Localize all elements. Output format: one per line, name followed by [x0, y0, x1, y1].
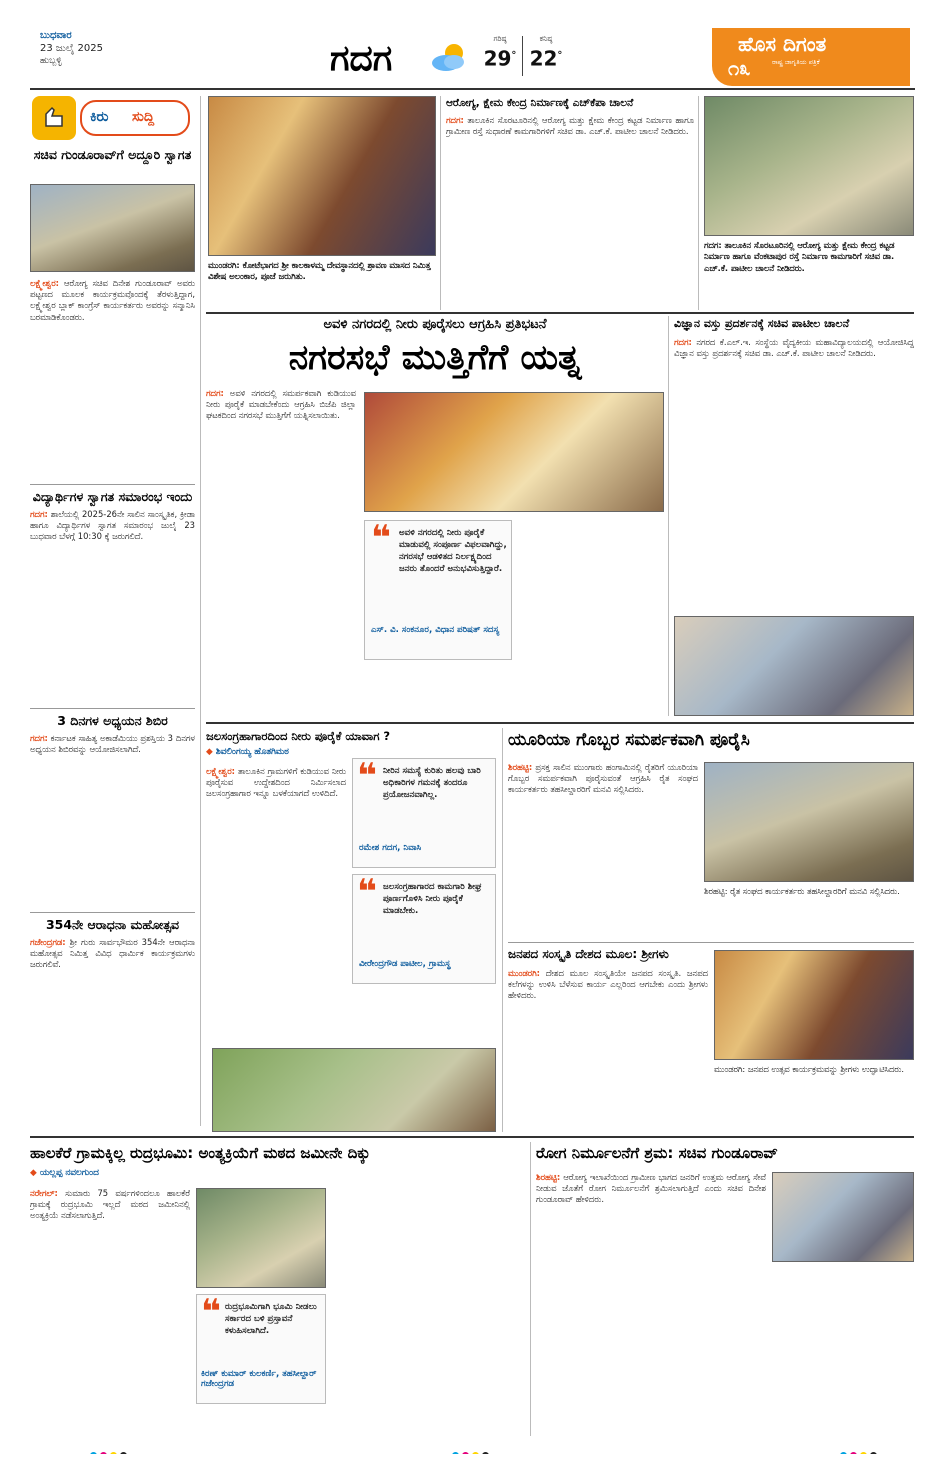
health-text — [536, 1172, 766, 1438]
brief-3-body: ಕರ್ನಾಟಕ ಸಾಹಿತ್ಯ ಅಕಾಡೆಮಿಯು ಪ್ರಶಸ್ತಿಯ 3 ದಿನಗಳ ಅಧ್ಯಯನ ಶಿಬಿರವನ್ನು ಆಯೋಜಿಸಲಾಗಿದೆ. — [30, 733, 195, 755]
lead-kicker: ಅವಳಿ ನಗರದಲ್ಲಿ ನೀರು ಪೂರೈಸಲು ಆಗ್ರಹಿಸಿ ಪ್ರತಿಭಟನೆ — [323, 317, 547, 332]
dam-body: ತಾಲೂಕಿನ ಗ್ರಾಮಗಳಿಗೆ ಕುಡಿಯುವ ನೀರು ಪೂರೈಸುವ ಉದ್ದೇಶದಿಂದ ನಿರ್ಮಿಸಲಾದ ಜಲಸಂಗ್ರಹಾಗಾರ ಇನ್ನೂ ಬಳಕೆಯಾಗದೆ ಉಳಿದಿದೆ. — [206, 766, 346, 799]
brief-4-title: 354ನೇ ಆರಾಧನಾ ಮಹೋತ್ಸವ — [45, 917, 180, 932]
header-date: 23 ಜುಲೈ 2025 — [40, 43, 103, 54]
brief-1-dateline: ಲಕ್ಷ್ಮೇಶ್ವರ: — [30, 278, 59, 288]
brief-1-body: ಆರೋಗ್ಯ ಸಚಿವ ದಿನೇಶ ಗುಂಡೂರಾವ್ ಅವರು ಪಟ್ಟಣದ ಮೂಲಕ ಕಾರ್ಯಕ್ರಮವೊಂದಕ್ಕೆ ತೆರಳುತ್ತಿದ್ದಾಗ, ಲಕ್ಷ್ಮೇಶ್ವರ ಬ್ಲಾಕ್ ಕಾಂಗ್ರೆಸ್ ಕಾರ್ಯಕರ್ತರು ಅವರನ್ನು ಸನ್ಮಾನಿಸಿ ಬರಮಾಡಿಕೊಂಡರು. — [30, 278, 195, 322]
column-rule — [668, 316, 669, 716]
registration-dot-icon — [452, 1452, 459, 1454]
culture-photo — [714, 950, 914, 1060]
dam-quote-1-text: ನೀರಿನ ಸಮಸ್ಯೆ ಕುರಿತು ಹಲವು ಬಾರಿ ಅಧಿಕಾರಿಗಳ ಗಮನಕ್ಕೆ ತಂದರೂ ಪ್ರಯೋಜನವಾಗಿಲ್ಲ. — [383, 766, 481, 800]
brief-3-title: 3 ದಿನಗಳ ಅಧ್ಯಯನ ಶಿಬಿರ — [57, 713, 168, 728]
dam-quote-2-author: ವೀರೇಂದ್ರಗೌಡ ಪಾಟೀಲ, ಗ್ರಾಮಸ್ಥ — [359, 959, 451, 969]
kirusuddi-b: ಸುದ್ದಿ — [132, 109, 155, 125]
registration-dot-icon — [870, 1452, 877, 1454]
brand-name: ಹೊಸ ದಿಗಂತ — [738, 32, 827, 56]
header-city: ಗದಗ — [330, 38, 393, 79]
registration-dot-icon — [482, 1452, 489, 1454]
health-dateline: ಶಿರಹಟ್ಟಿ: — [536, 1172, 561, 1182]
lead-body: ಅವಳಿ ನಗರದಲ್ಲಿ ಸಮರ್ಪಕವಾಗಿ ಕುಡಿಯುವ ನೀರು ಪೂರೈಕೆ ಮಾಡಬೇಕೆಂದು ಆಗ್ರಹಿಸಿ ಬಿಜೆಪಿ ಜಿಲ್ಲಾ ಘಟಕದಿಂದ ನಗರಸಭೆ ಮುತ್ತಿಗೆಗೆ ಯತ್ನಿಸಲಾಯಿತು. — [206, 388, 356, 421]
brief-2 — [30, 488, 195, 688]
weather-icon — [428, 40, 470, 74]
expo-dateline: ಗದಗ: — [674, 337, 692, 347]
column-rule — [200, 96, 201, 1126]
brief-divider — [30, 708, 195, 709]
urea-body: ಪ್ರಸಕ್ತ ಸಾಲಿನ ಮುಂಗಾರು ಹಂಗಾಮಿನಲ್ಲಿ ರೈತರಿಗೆ ಯೂರಿಯಾ ಗೊಬ್ಬರ ಸಮರ್ಪಕವಾಗಿ ಪೂರೈಸುವಂತೆ ಆಗ್ರಹಿಸಿ ರೈತ ಸಂಘದ ಕಾರ್ಯಕರ್ತರು ತಹಸೀಲ್ದಾರರಿಗೆ ಮನವಿ ಸಲ್ಲಿಸಿದರು. — [508, 762, 698, 795]
header-day: ಬುಧವಾರ — [40, 30, 72, 41]
brief-3 — [30, 712, 195, 908]
column-rule — [440, 96, 441, 310]
temp-max — [480, 34, 520, 80]
cremation-quote-text: ರುದ್ರಭೂಮಿಗಾಗಿ ಭೂಮಿ ನೀಡಲು ಸರ್ಕಾರದ ಬಳಿ ಪ್ರಸ್ತಾವನೆ ಕಳುಹಿಸಲಾಗಿದೆ. — [225, 1302, 317, 1336]
column-rule — [698, 96, 699, 310]
hk-story-dateline: ಗದಗ: — [446, 115, 464, 125]
health-title: ರೋಗ ನಿರ್ಮೂಲನೆಗೆ ಶ್ರಮ: ಸಚಿವ ಗುಂಡೂರಾವ್ — [536, 1144, 778, 1162]
brief-divider — [30, 912, 195, 913]
culture-title: ಜನಪದ ಸಂಸ್ಕೃತಿ ದೇಶದ ಮೂಲ: ಶ್ರೀಗಳು — [508, 947, 669, 961]
lead-quote-author: ಎಸ್. ವಿ. ಸಂಕನೂರ, ವಿಧಾನ ಪರಿಷತ್ ಸದಸ್ಯ — [371, 625, 500, 635]
registration-dot-icon — [472, 1452, 479, 1454]
footer-color-marks-right — [840, 1444, 890, 1454]
temple-photo-caption: ಮುಂಡರಗಿ: ಕೋಟೆಭಾಗದ ಶ್ರೀ ಕಾಲಕಾಳಮ್ಮ ದೇವಸ್ಥಾನದಲ್ಲಿ ಶ್ರಾವಣ ಮಾಸದ ನಿಮಿತ್ತ ವಿಶೇಷ ಅಲಂಕಾರ, ಪೂಜೆ ಜರುಗಿತು. — [208, 260, 431, 282]
dam-quote-2-text: ಜಲಸಂಗ್ರಹಾಗಾರದ ಕಾಮಗಾರಿ ಶೀಘ್ರ ಪೂರ್ಣಗೊಳಿಸಿ ನೀರು ಪೂರೈಕೆ ಮಾಡಬೇಕು. — [383, 882, 482, 916]
registration-dot-icon — [462, 1452, 469, 1454]
brief-1-text — [30, 278, 195, 486]
cremation-byline — [30, 1168, 526, 1178]
urea-text — [508, 762, 698, 934]
byline-marker-icon: ◆ — [30, 1168, 37, 1178]
section-rule — [206, 312, 914, 314]
registration-dot-icon — [110, 1452, 117, 1454]
kirusuddi-a: ಕಿರು — [90, 109, 109, 125]
brand-tagline: ರಾಷ್ಟ್ರ ಜಾಗೃತಿಯ ಪತ್ರಿಕೆ — [772, 58, 820, 66]
date-block — [40, 30, 190, 80]
cremation-body: ಸುಮಾರು 75 ವರ್ಷಗಳಿಂದಲೂ ಹಾಲಕೆರೆ ಗ್ರಾಮಕ್ಕೆ ರುದ್ರಭೂಮಿ ಇಲ್ಲದೆ ಮಠದ ಜಮೀನಿನಲ್ಲಿ ಅಂತ್ಯಕ್ರಿಯೆ ನಡೆಸಲಾಗುತ್ತಿದೆ. — [30, 1188, 190, 1221]
cremation-text — [30, 1188, 190, 1438]
quote-mark-icon: ❝ — [357, 756, 377, 796]
health-photo — [772, 1172, 914, 1262]
hk-event-caption: ಗದಗ: ತಾಲೂಕಿನ ಸೊರಟೂರಿನಲ್ಲಿ ಆರೋಗ್ಯ ಮತ್ತು ಕ್ಷೇಮ ಕೇಂದ್ರ ಕಟ್ಟಡ ನಿರ್ಮಾಣ ಹಾಗೂ ವೆಂಕಟಾಪುರ ರಸ್ತೆ ನಿರ್ಮಾಣ ಕಾಮಗಾರಿಗೆ ಸಚಿವ ಡಾ. ಎಚ್.ಕೆ. ಪಾಟೀಲ ಚಾಲನೆ ನೀಡಿದರು. — [704, 240, 895, 273]
dam-quote-1 — [352, 758, 496, 868]
brief-2-body: ಶಾಲೆಯಲ್ಲಿ 2025-26ನೇ ಸಾಲಿನ ಸಾಂಸ್ಕೃತಿಕ, ಕ್ರೀಡಾ ಹಾಗೂ ವಿದ್ಯಾರ್ಥಿಗಳ ಸ್ವಾಗತ ಸಮಾರಂಭ ಜುಲೈ 23 ಬುಧವಾರ ಬೆಳಗ್ಗೆ 10:30 ಕ್ಕೆ ಜರುಗಲಿದೆ. — [30, 509, 195, 542]
urea-photo — [704, 762, 914, 882]
expo-text — [674, 337, 914, 359]
cremation-dateline: ನರೇಗಲ್: — [30, 1188, 58, 1198]
cremation-title: ಹಾಲಕೆರೆ ಗ್ರಾಮಕ್ಕಿಲ್ಲ ರುದ್ರಭೂಮಿ: ಅಂತ್ಯಕ್ರಿಯೆಗೆ ಮಠದ ಜಮೀನೇ ದಿಕ್ಕು — [30, 1144, 371, 1162]
brief-4-body: ಶ್ರೀ ಗುರು ಸಾರ್ವಭೌಮರ 354ನೇ ಆರಾಧನಾ ಮಹೋತ್ಸವ ನಿಮಿತ್ತ ವಿವಿಧ ಧಾರ್ಮಿಕ ಕಾರ್ಯಕ್ರಮಗಳು ಜರುಗಲಿವೆ. — [30, 937, 195, 970]
min-temp: 22 — [529, 46, 558, 71]
column-rule — [530, 1142, 531, 1436]
registration-dot-icon — [100, 1452, 107, 1454]
urea-caption: ಶಿರಹಟ್ಟಿ: ರೈತ ಸಂಘದ ಕಾರ್ಯಕರ್ತರು ತಹಸೀಲ್ದಾರರಿಗೆ ಮನವಿ ಸಲ್ಲಿಸಿದರು. — [704, 886, 900, 896]
page-number: ೧೩ — [728, 56, 751, 80]
expo-title: ವಿಜ್ಞಾನ ವಸ್ತು ಪ್ರದರ್ಶನಕ್ಕೆ ಸಚಿವ ಪಾಟೀಲ ಚಾಲನೆ — [674, 317, 850, 330]
urea-dateline: ಶಿರಹಟ್ಟಿ: — [508, 762, 533, 772]
cremation-story — [30, 1142, 526, 1440]
brief-3-text — [30, 733, 195, 755]
cremation-quote-box — [196, 1294, 326, 1404]
health-body: ಆರೋಗ್ಯ ಇಲಾಖೆಯಿಂದ ಗ್ರಾಮೀಣ ಭಾಗದ ಜನರಿಗೆ ಉತ್ತಮ ಆರೋಗ್ಯ ಸೇವೆ ನೀಡುವ ಜೊತೆಗೆ ರೋಗ ನಿರ್ಮೂಲನೆಗೆ ಶ್ರಮಿಸಲಾಗುತ್ತಿದೆ ಎಂದು ಸಚಿವ ದಿನೇಶ ಗುಂಡೂರಾವ್ ಹೇಳಿದರು. — [536, 1172, 766, 1205]
hk-story-body: ತಾಲೂಕಿನ ಸೊರಟೂರಿನಲ್ಲಿ ಆರೋಗ್ಯ ಮತ್ತು ಕ್ಷೇಮ ಕೇಂದ್ರ ಕಟ್ಟಡ ನಿರ್ಮಾಣ ಹಾಗೂ ಗ್ರಾಮೀಣ ರಸ್ತೆ ಸುಧಾರಣೆ ಕಾಮಗಾರಿಗಳಿಗೆ ಸಚಿವ ಡಾ. ಎಚ್.ಕೆ. ಪಾಟೀಲ ಚಾಲನೆ ನೀಡಿದರು. — [446, 115, 694, 137]
urea-title: ಯೂರಿಯಾ ಗೊಬ್ಬರ ಸಮರ್ಪಕವಾಗಿ ಪೂರೈಸಿ — [508, 730, 750, 750]
registration-dot-icon — [90, 1452, 97, 1454]
quote-mark-icon: ❝ — [371, 518, 391, 558]
dam-byline-text: ಶಿವಲಿಂಗಯ್ಯ ಹೊತಗಿಮಠ — [215, 747, 289, 757]
lead-dateline: ಗದಗ: — [206, 388, 224, 398]
culture-story — [508, 946, 914, 1132]
brief-1 — [30, 146, 195, 486]
brief-2-text — [30, 509, 195, 543]
max-label: ಗರಿಷ್ಠ — [493, 34, 507, 43]
expo-photo — [674, 616, 914, 716]
lead-text — [206, 388, 356, 714]
brief-3-dateline: ಗದಗ: — [30, 733, 48, 743]
quote-mark-icon: ❝ — [201, 1292, 221, 1332]
kirusuddi-badge — [32, 96, 192, 140]
protest-photo — [364, 392, 664, 512]
min-label: ಕನಿಷ್ಠ — [539, 34, 553, 43]
section-rule — [206, 722, 914, 724]
brief-divider — [30, 484, 195, 485]
column-rule — [502, 728, 503, 1132]
dam-dateline: ಲಕ್ಷ್ಮೇಶ್ವರ: — [206, 766, 235, 776]
header-place: ಹುಬ್ಬಳ್ಳಿ — [40, 56, 62, 66]
cremation-byline-text: ಯಲ್ಲಪ್ಪ ನವಲಗುಂದ — [39, 1168, 99, 1178]
footer-color-marks-left — [90, 1444, 140, 1454]
health-story — [536, 1142, 914, 1440]
brief-4 — [30, 916, 195, 1126]
quote-mark-icon: ❝ — [357, 872, 377, 912]
registration-dot-icon — [860, 1452, 867, 1454]
dam-text — [206, 766, 346, 1036]
brief-4-dateline: ಗಜೇಂದ್ರಗಡ: — [30, 937, 66, 947]
min-deg: ° — [557, 50, 563, 61]
culture-dateline: ಮುಂಡರಗಿ: — [508, 968, 541, 978]
finger-pointing-icon — [32, 96, 76, 140]
hk-event-photo — [704, 96, 914, 236]
expo-story — [674, 316, 914, 716]
lead-quote-box — [364, 520, 512, 660]
temp-divider — [522, 36, 523, 76]
header-rule — [30, 88, 915, 90]
cremation-quote-author: ಕಿರಣ್ ಕುಮಾರ್ ಕುಲಕರ್ಣಿ, ತಹಸೀಲ್ದಾರ್ ಗಜೇಂದ್ರಗಡ — [201, 1369, 317, 1389]
brief-2-dateline: ಗದಗ: — [30, 509, 48, 519]
brief-2-title: ವಿದ್ಯಾರ್ಥಿಗಳ ಸ್ವಾಗತ ಸಮಾರಂಭ ಇಂದು — [32, 489, 193, 504]
lead-quote-text: ಅವಳಿ ನಗರದಲ್ಲಿ ನೀರು ಪೂರೈಕೆ ಮಾಡುವಲ್ಲಿ ಸಂಪೂರ್ಣ ವಿಫಲವಾಗಿದ್ದು, ನಗರಸಭೆ ಆಡಳಿತದ ನಿರ್ಲಕ್ಷ್ಯದಿಂದ ಜನರು ತೊಂದರೆ ಅನುಭವಿಸುತ್ತಿದ್ದಾರೆ. — [399, 528, 507, 574]
brief-1-title: ಸಚಿವ ಗುಂಡೂರಾವ್‌ಗೆ ಅದ್ದೂರಿ ಸ್ವಾಗತ — [33, 147, 192, 162]
dam-photo — [212, 1048, 496, 1132]
registration-dot-icon — [850, 1452, 857, 1454]
dam-quote-2 — [352, 874, 496, 984]
dam-byline — [206, 747, 496, 757]
hk-story-title: ಆರೋಗ್ಯ, ಕ್ಷೇಮ ಕೇಂದ್ರ ನಿರ್ಮಾಣಕ್ಕೆ ಎಚ್‌ಕೆಪಾ ಚಾಲನೆ — [446, 97, 634, 109]
temple-photo — [208, 96, 436, 256]
registration-dot-icon — [840, 1452, 847, 1454]
brief-4-text — [30, 937, 195, 971]
expo-body: ನಗರದ ಕೆ.ಎಲ್.ಇ. ಸಂಸ್ಥೆಯ ವೈದ್ಯಕೀಯ ಮಹಾವಿದ್ಯಾಲಯದಲ್ಲಿ ಆಯೋಜಿಸಿದ್ದ ವಿಜ್ಞಾನ ವಸ್ತು ಪ್ರದರ್ಶನಕ್ಕೆ ಸಚಿವ ಡಾ. ಎಚ್.ಕೆ. ಪಾಟೀಲ ಚಾಲನೆ ನೀಡಿದರು. — [674, 337, 914, 359]
brand-logo — [712, 28, 910, 86]
cremation-photo — [196, 1188, 326, 1288]
section-rule — [30, 1136, 914, 1138]
dam-title: ಜಲಸಂಗ್ರಹಾಗಾರದಿಂದ ನೀರು ಪೂರೈಕೆ ಯಾವಾಗ ? — [206, 729, 391, 743]
registration-dot-icon — [120, 1452, 127, 1454]
temp-min — [526, 34, 566, 80]
dam-quote-1-author: ರಮೇಶ ಗದಗ, ನಿವಾಸಿ — [359, 843, 422, 853]
hk-story-text — [446, 115, 694, 137]
section-rule — [508, 942, 914, 943]
culture-text — [508, 968, 708, 1130]
kirusuddi-label — [80, 100, 190, 136]
culture-body: ದೇಶದ ಮೂಲ ಸಂಸ್ಕೃತಿಯೇ ಜನಪದ ಸಂಸ್ಕೃತಿ. ಜನಪದ ಕಲೆಗಳನ್ನು ಉಳಿಸಿ ಬೆಳೆಸುವ ಕಾರ್ಯ ಎಲ್ಲರಿಂದ ಆಗಬೇಕು ಎಂದು ಶ್ರೀಗಳು ಹೇಳಿದರು. — [508, 968, 708, 1001]
lead-story — [206, 316, 664, 718]
urea-story — [508, 728, 914, 938]
hk-story — [446, 96, 694, 310]
max-deg: ° — [511, 50, 517, 61]
max-temp: 29 — [483, 46, 512, 71]
byline-marker-icon: ◆ — [206, 747, 213, 757]
masthead — [0, 0, 945, 92]
footer-color-marks-center — [452, 1444, 502, 1454]
dam-story — [206, 728, 496, 1132]
culture-caption: ಮುಂಡರಗಿ: ಜನಪದ ಉತ್ಸವ ಕಾರ್ಯಕ್ರಮವನ್ನು ಶ್ರೀಗಳು ಉದ್ಘಾಟಿಸಿದರು. — [714, 1064, 904, 1074]
lead-headline: ನಗರಸಭೆ ಮುತ್ತಿಗೆಗೆ ಯತ್ನ — [288, 338, 582, 378]
brief-1-photo — [30, 184, 195, 272]
